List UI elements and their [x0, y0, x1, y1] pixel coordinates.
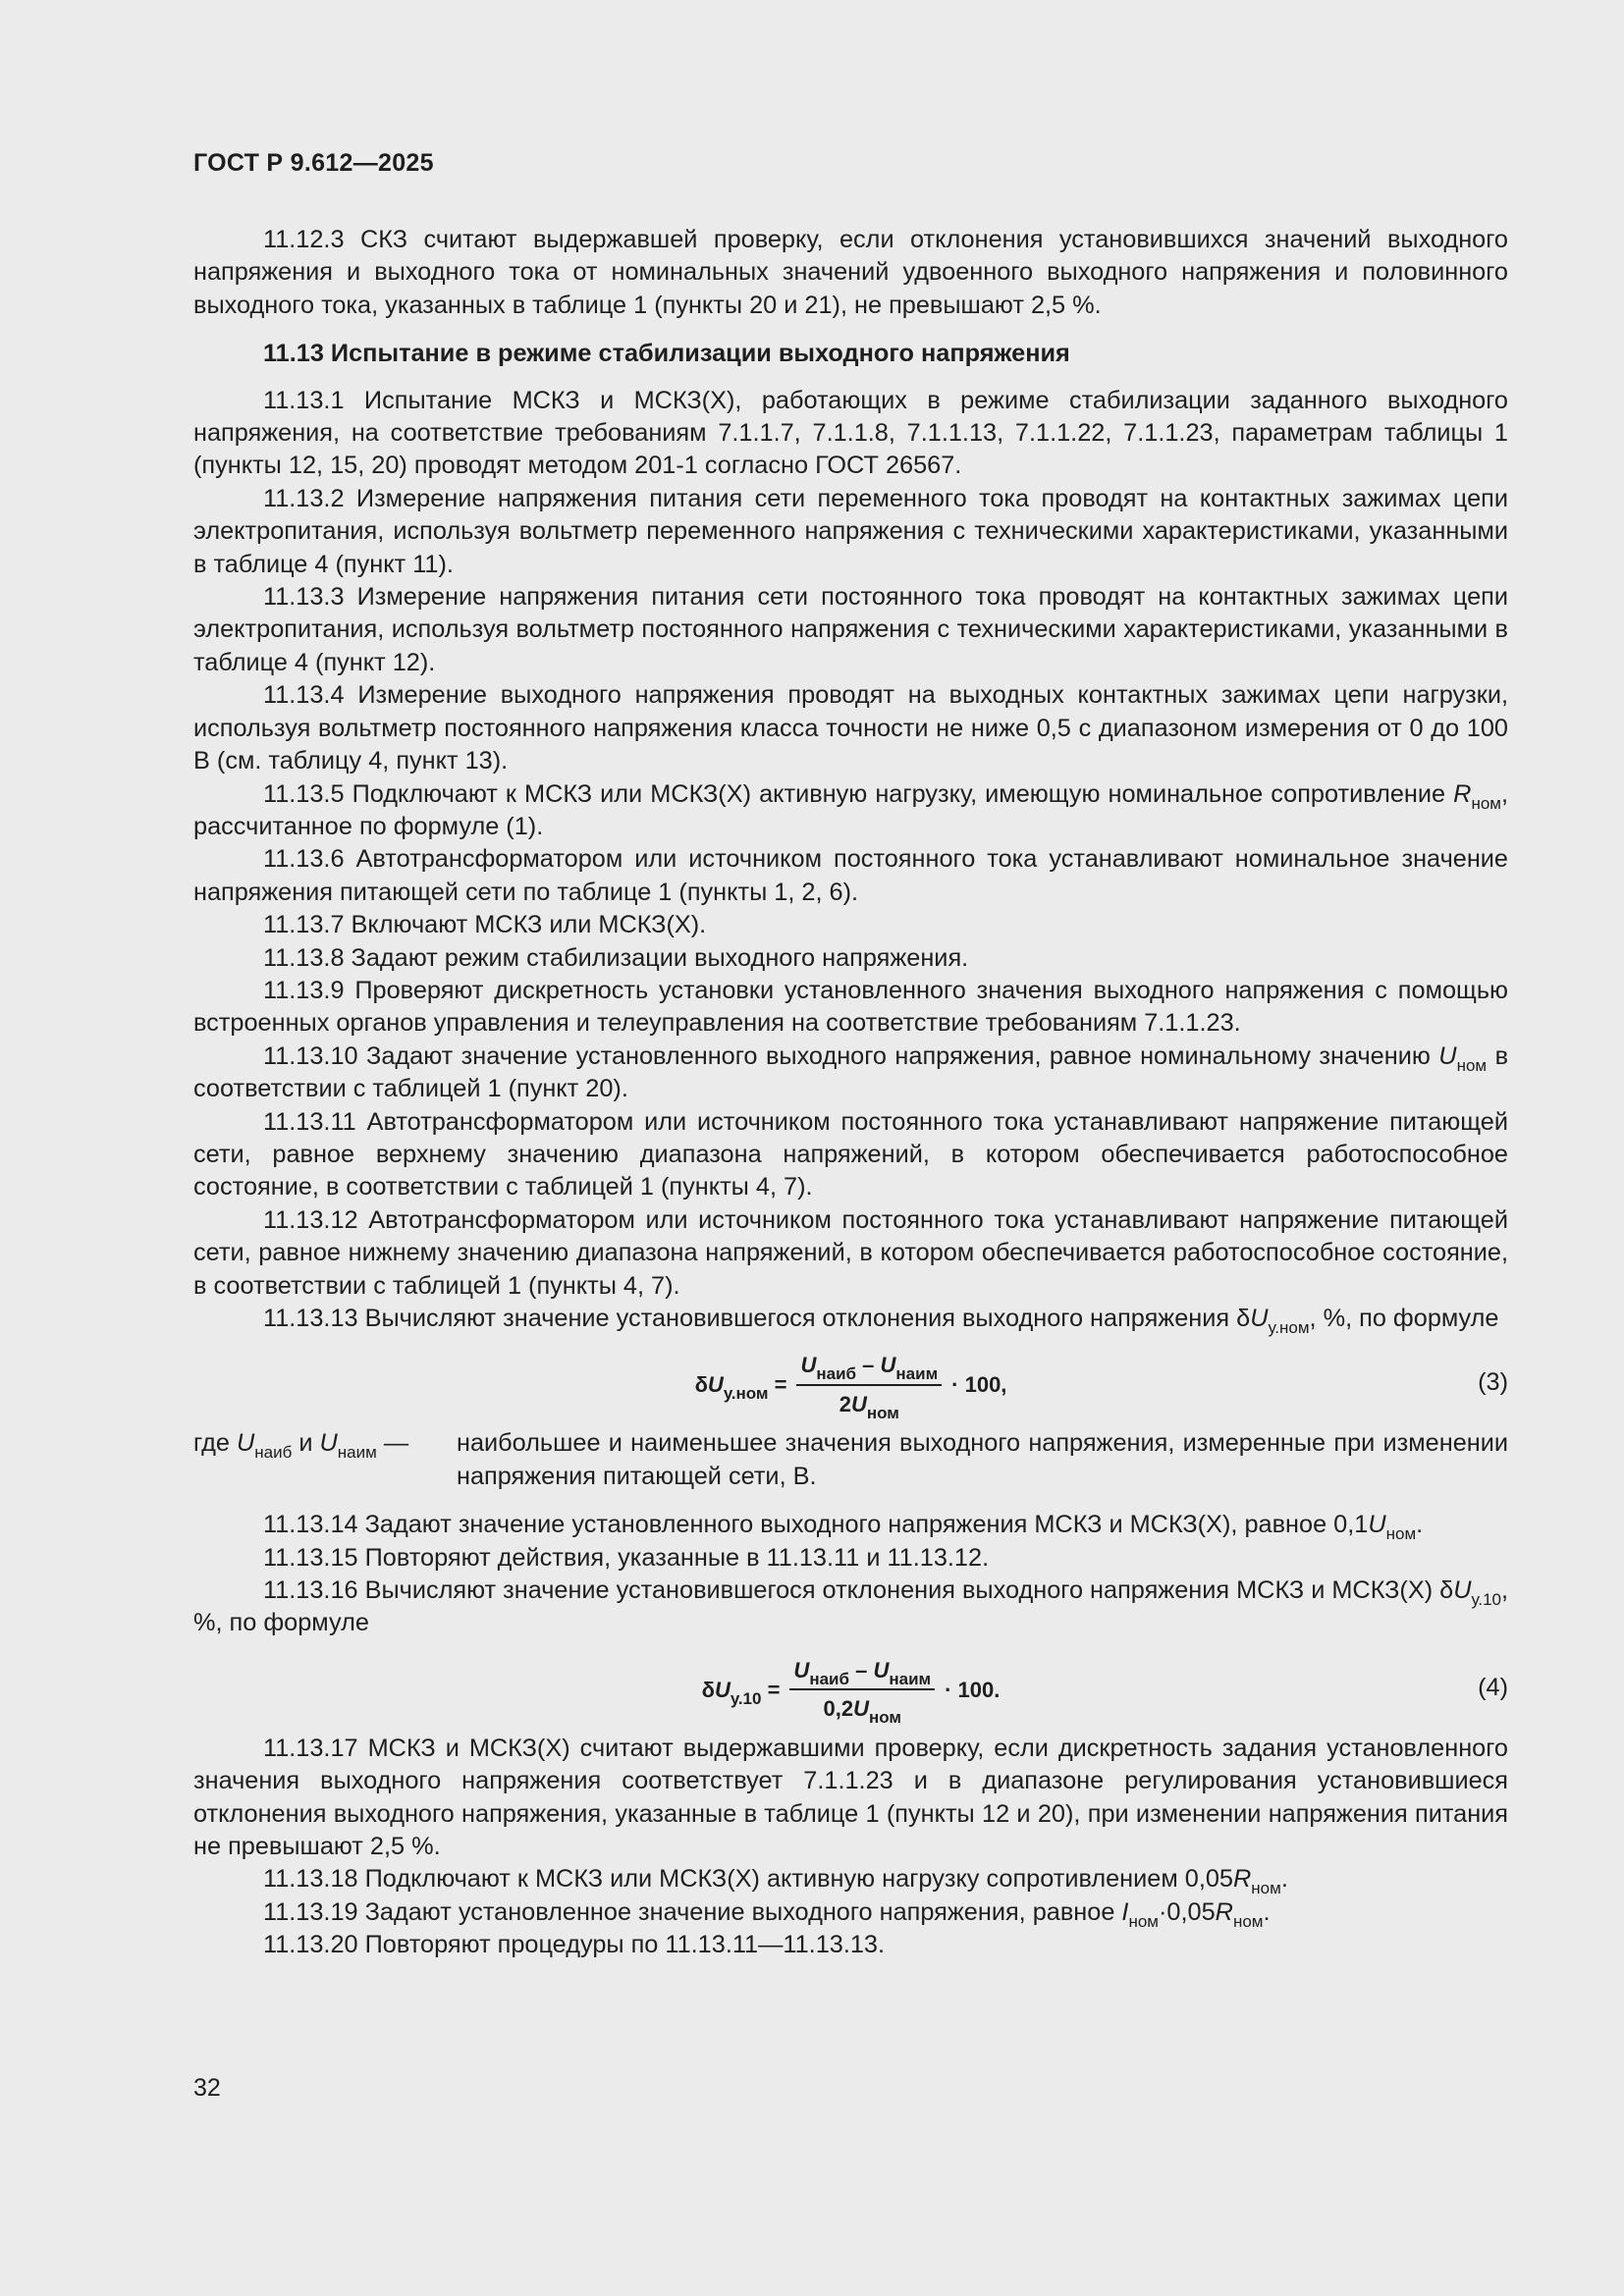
subscript: ном — [1385, 1524, 1417, 1544]
subscript: наиб — [816, 1364, 857, 1384]
subscript: наиб — [809, 1669, 849, 1688]
subscript: наим — [895, 1364, 939, 1384]
formula-tail: · 100, — [951, 1372, 1007, 1398]
paragraph-11-13-17: 11.13.17 МСКЗ и МСКЗ(Х) считают выдержавшими проверку, если дискретность задания установленного значения выходного напряжения соответствует 7.1.1.23 и в диапазоне регулирования установившиеся отклонения выходного напряжения, указанные в таблице 1 (пункты 12 и 20), при изменении напряжения питания не превышают 2,5 %. — [193, 1734, 1508, 1861]
text-run: 11.13.14 Задают значение установленного выходного напряжения МСКЗ и МСКЗ(Х), равное 0,1 — [263, 1511, 1369, 1539]
subscript: ном — [869, 1708, 902, 1728]
variable: U — [707, 1372, 724, 1398]
variable: R — [1215, 1897, 1233, 1926]
subscript: наим — [889, 1669, 932, 1688]
text-run: 11.13.18 Подключают к МСКЗ или МСКЗ(Х) активную нагрузку сопротивлением 0,05 — [263, 1865, 1233, 1894]
paragraph-11-13-12: 11.13.12 Автотрансформатором или источником постоянного тока устанавливают напряжение питающей сети, равное нижнему значению диапазона напряжений, в котором обеспечивается работоспособное состояние, в соответствии с таблицей 1 (пункты 4, 7). — [193, 1205, 1508, 1300]
equation-number: (3) — [1478, 1368, 1508, 1397]
text-run: ·0,05 — [1158, 1897, 1216, 1926]
subscript: у.10 — [730, 1688, 762, 1708]
legend-term — [193, 1427, 457, 1493]
subscript: наим — [337, 1443, 377, 1463]
legend-definition: наибольшее и наименьшее значения выходного напряжения, измеренные при изменении напряжения питающей сети, В. — [457, 1429, 1508, 1490]
paragraph-11-12-3: 11.12.3 СКЗ считают выдержавшей проверку, если отклонения установившихся значений выходного напряжения и выходного тока от номинальных значений удвоенного выходного напряжения и половинного выходного тока, указанных в таблице 1 (пункты 20 и 21), не превышают 2,5 %. — [193, 226, 1508, 319]
fraction — [789, 1654, 935, 1726]
subscript: ном — [1456, 1055, 1488, 1075]
coefficient: 2 — [839, 1391, 851, 1416]
variable: I — [1121, 1897, 1129, 1926]
text-run: и — [292, 1429, 320, 1458]
variable: U — [1250, 1305, 1269, 1332]
paragraph-11-13-7: 11.13.7 Включают МСКЗ или МСКЗ(Х). — [263, 911, 707, 939]
subscript: у.10 — [1471, 1590, 1501, 1610]
equation-number: (4) — [1478, 1673, 1508, 1701]
variable: R — [1453, 779, 1472, 808]
formula-3 — [193, 1349, 1508, 1422]
paragraph-11-13-15: 11.13.15 Повторяют действия, указанные в 11.13.11 и 11.13.12. — [263, 1543, 990, 1572]
variable: U — [793, 1657, 810, 1682]
paragraph-11-13-6: 11.13.6 Автотрансформатором или источником постоянного тока устанавливают номинальное значение напряжения питающей сети по таблице 1 (пункты 1, 2, 6). — [193, 845, 1508, 906]
text-run: 11.13.13 Вычисляют значение установившегося отклонения выходного напряжения δ — [263, 1305, 1251, 1332]
equals-sign: = — [761, 1677, 781, 1702]
subscript: ном — [866, 1403, 899, 1422]
coefficient: 0,2 — [823, 1696, 854, 1722]
subscript: ном — [1232, 1911, 1264, 1931]
text-run: , %, по формуле — [1309, 1305, 1499, 1332]
text-run: — — [376, 1429, 409, 1458]
fraction-denominator — [839, 1386, 899, 1420]
fraction-denominator — [823, 1690, 902, 1728]
text-run: . — [1416, 1511, 1424, 1539]
subscript: ном — [1128, 1911, 1159, 1931]
formula-tail: · 100. — [945, 1677, 1001, 1702]
text-run: в соответствии с таблицей 1 (пункт 20). — [193, 1041, 1509, 1103]
fraction-numerator — [796, 1349, 942, 1385]
formula-4 — [193, 1654, 1508, 1728]
paragraph-11-13-2: 11.13.2 Измерение напряжения питания сети переменного тока проводят на контактных зажимах цепи электропитания, используя вольтметр переменного напряжения с техническими характеристиками, указанными в таблице 4 (пункт 11). — [193, 484, 1508, 578]
variable: R — [1233, 1865, 1252, 1894]
paragraph-11-13-14 — [193, 1509, 1508, 1544]
variable: U — [853, 1696, 869, 1722]
subscript: у.ном — [1268, 1318, 1310, 1337]
subscript: у.ном — [723, 1384, 769, 1404]
variable: U — [714, 1677, 731, 1702]
variable: U — [1368, 1511, 1386, 1539]
fraction — [796, 1349, 942, 1420]
text-run: , %, по формуле — [193, 1576, 1509, 1637]
text-run: , рассчитанное по формуле (1). — [193, 779, 1508, 840]
text-run: 11.13.5 Подключают к МСКЗ или МСКЗ(Х) активную нагрузку, имеющую номинальное сопротивление — [263, 779, 1454, 808]
delta-symbol: δ — [694, 1372, 708, 1398]
equals-sign: = — [768, 1372, 787, 1398]
subscript: ном — [1471, 793, 1501, 813]
text-run: 11.13.10 Задают значение установленного выходного напряжения, равное номинальному значению — [263, 1041, 1439, 1070]
paragraph-11-13-20: 11.13.20 Повторяют процедуры по 11.13.11—11.13.13. — [263, 1931, 886, 1959]
paragraph-11-13-5 — [193, 778, 1508, 844]
delta-symbol: δ — [701, 1677, 715, 1702]
paragraph-11-13-3: 11.13.3 Измерение напряжения питания сети постоянного тока проводят на контактных зажимах цепи электропитания, используя вольтметр постоянного напряжения с техническими характеристиками, указанными в таблице 4 (пункт 12). — [193, 583, 1508, 676]
paragraph-11-13-4: 11.13.4 Измерение выходного напряжения проводят на выходных контактных зажимах цепи нагрузки, используя вольтметр постоянного напряжения класса точности не ниже 0,5 с диапазоном измерения от 0 до 100 В (см. таблицу 4, пункт 13). — [193, 681, 1508, 775]
minus-sign: – — [849, 1657, 874, 1682]
fraction-numerator — [789, 1654, 935, 1690]
variable: U — [800, 1353, 817, 1378]
variable: U — [873, 1657, 890, 1682]
variable: U — [319, 1429, 338, 1458]
paragraph-11-13-10 — [193, 1041, 1508, 1106]
subscript: наиб — [254, 1443, 293, 1463]
paragraph-11-13-13 — [193, 1303, 1508, 1335]
variable: U — [1453, 1576, 1472, 1605]
text-run: . — [1263, 1897, 1271, 1926]
variable: U — [880, 1353, 896, 1378]
subscript: ном — [1251, 1879, 1281, 1898]
paragraph-11-13-11: 11.13.11 Автотрансформатором или источником постоянного тока устанавливают напряжение питающей сети, равное верхнему значению диапазона напряжений, в котором обеспечивается работоспособное состояние, в соответствии с таблицей 1 (пункты 4, 7). — [193, 1107, 1508, 1201]
paragraph-11-13-1: 11.13.1 Испытание МСКЗ и МСКЗ(Х), работающих в режиме стабилизации заданного выходного напряжения, на соответствие требованиям 7.1.1.7, 7.1.1.8, 7.1.1.13, 7.1.1.22, 7.1.1.23, параметрам таблицы 1 (пункты 12, 15, 20) проводят методом 201-1 согласно ГОСТ 26567. — [193, 386, 1508, 480]
variable: U — [236, 1429, 255, 1458]
page-number: 32 — [193, 2074, 221, 2102]
formula-lhs — [702, 1674, 781, 1706]
document-header-title: ГОСТ Р 9.612—2025 — [193, 149, 434, 177]
variable: U — [1438, 1041, 1457, 1070]
text-run: 11.13.16 Вычисляют значение установившегося отклонения выходного напряжения МСКЗ и МСКЗ(Х) δ — [263, 1576, 1454, 1605]
text-run: . — [1280, 1865, 1288, 1894]
paragraph-11-13-18 — [193, 1863, 1508, 1896]
text-run: 11.13.19 Задают установленное значение выходного напряжения, равное — [263, 1897, 1122, 1926]
paragraph-11-13-8: 11.13.8 Задают режим стабилизации выходного напряжения. — [263, 943, 969, 972]
variable: U — [850, 1391, 867, 1416]
paragraph-11-13-9: 11.13.9 Проверяют дискретность установки установленного значения выходного напряжения с помощью встроенных органов управления и телеуправления на соответствие требованиям 7.1.1.23. — [193, 976, 1508, 1038]
section-heading-11-13: 11.13 Испытание в режиме стабилизации выходного напряжения — [263, 340, 1070, 368]
formula-4-expression — [193, 1654, 1508, 1726]
paragraph-11-13-16 — [193, 1575, 1508, 1640]
document-body — [193, 224, 1508, 1962]
formula-lhs — [694, 1368, 787, 1404]
paragraph-11-13-19 — [193, 1896, 1508, 1929]
minus-sign: – — [856, 1353, 881, 1378]
text-run: где — [193, 1429, 237, 1458]
formula-legend — [193, 1427, 1508, 1493]
formula-3-expression — [193, 1349, 1508, 1420]
